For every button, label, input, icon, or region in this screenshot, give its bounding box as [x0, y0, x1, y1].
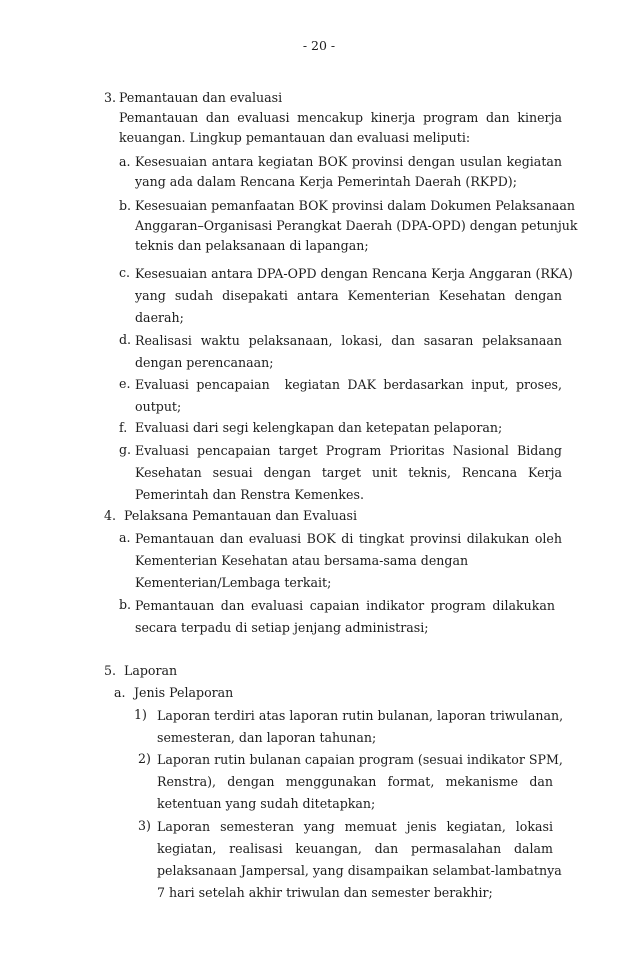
item-marker: c.	[119, 265, 131, 280]
item-line: Kesesuaian antara kegiatan BOK provinsi dengan usulan kegiatan	[135, 154, 562, 169]
item-line: Anggaran–Organisasi Perangkat Daerah (DPA-OPD) dengan petunjuk	[135, 218, 578, 233]
item-marker: g.	[119, 442, 132, 457]
item-marker: e.	[119, 376, 131, 391]
item-line: Evaluasi pencapaian kegiatan DAK berdasarkan input, proses,	[135, 377, 562, 392]
item-marker: 2)	[138, 751, 151, 766]
section-3-item-c	[135, 263, 573, 329]
section-3-intro-line: keuangan. Lingkup pemantauan dan evaluasi meliputi:	[119, 130, 471, 145]
item-line: Laporan semesteran yang memuat jenis kegiatan, lokasi	[157, 819, 553, 834]
section-5-item-1	[157, 705, 564, 749]
item-line: Realisasi waktu pelaksanaan, lokasi, dan sasaran pelaksanaan	[135, 333, 562, 348]
item-marker: b.	[119, 198, 132, 213]
item-line: kegiatan, realisasi keuangan, dan permasalahan dalam	[157, 841, 553, 856]
item-marker: b.	[119, 597, 132, 612]
subsection-title: Jenis Pelaporan	[134, 685, 234, 700]
item-marker: d.	[119, 332, 132, 347]
item-line: yang ada dalam Rencana Kerja Pemerintah Daerah (RKPD);	[135, 174, 517, 189]
item-line: semesteran, dan laporan tahunan;	[157, 730, 377, 745]
item-marker: a.	[119, 530, 131, 545]
section-4-number: 4.	[104, 508, 117, 523]
item-line: ketentuan yang sudah ditetapkan;	[157, 796, 376, 811]
section-4-title: Pelaksana Pemantauan dan Evaluasi	[124, 508, 357, 523]
item-line: Kesesuaian pemanfaatan BOK provinsi dalam Dokumen Pelaksanaan	[135, 198, 575, 213]
item-line: Kesesuaian antara DPA-OPD dengan Rencana Kerja Anggaran (RKA)	[135, 266, 573, 281]
item-line: secara terpadu di setiap jenjang administrasi;	[135, 620, 429, 635]
section-5-item-2	[157, 749, 563, 815]
section-4-item-b	[135, 595, 555, 639]
item-line: daerah;	[135, 310, 184, 325]
section-3-item-b	[135, 196, 578, 256]
section-3-item-g	[135, 440, 562, 506]
section-3-item-d	[135, 330, 562, 374]
section-4-item-a	[135, 528, 562, 594]
page-number: - 20 -	[302, 38, 336, 53]
section-3-intro	[119, 108, 562, 148]
section-3-item-f	[135, 418, 562, 438]
item-line: Pemantauan dan evaluasi capaian indikator program dilakukan	[135, 598, 555, 613]
item-line: output;	[135, 399, 182, 414]
item-line: Kementerian/Lembaga terkait;	[135, 575, 332, 590]
item-line: Evaluasi dari segi kelengkapan dan ketepatan pelaporan;	[135, 420, 503, 435]
item-marker: a.	[119, 154, 131, 169]
section-3-item-e	[135, 374, 562, 418]
item-line: teknis dan pelaksanaan di lapangan;	[135, 238, 369, 253]
item-line: Renstra), dengan menggunakan format, mekanisme dan	[157, 774, 553, 789]
section-5-title: Laporan	[124, 663, 178, 678]
item-line: Kesehatan sesuai dengan target unit teknis, Rencana Kerja	[135, 465, 562, 480]
subsection-marker: a.	[114, 685, 126, 700]
item-line: dengan perencanaan;	[135, 355, 274, 370]
item-line: Laporan rutin bulanan capaian program (sesuai indikator SPM,	[157, 752, 563, 767]
item-marker: 3)	[138, 818, 151, 833]
item-line: Pemerintah dan Renstra Kemenkes.	[135, 487, 364, 502]
item-marker: f.	[119, 420, 128, 435]
item-line: Laporan terdiri atas laporan rutin bulanan, laporan triwulanan,	[157, 708, 564, 723]
item-line: 7 hari setelah akhir triwulan dan semester berakhir;	[157, 885, 493, 900]
item-line: Evaluasi pencapaian target Program Prioritas Nasional Bidang	[135, 443, 562, 458]
item-line: Kementerian Kesehatan atau bersama-sama dengan	[135, 553, 469, 568]
section-3-title: Pemantauan dan evaluasi	[119, 90, 283, 105]
section-5-number: 5.	[104, 663, 117, 678]
section-3-intro-line: Pemantauan dan evaluasi mencakup kinerja program dan kinerja	[119, 110, 562, 125]
item-line: pelaksanaan Jampersal, yang disampaikan selambat-lambatnya	[157, 863, 562, 878]
item-marker: 1)	[134, 707, 147, 722]
section-3-number: 3.	[104, 90, 117, 105]
item-line: Pemantauan dan evaluasi BOK di tingkat provinsi dilakukan oleh	[135, 531, 562, 546]
item-line: yang sudah disepakati antara Kementerian Kesehatan dengan	[135, 288, 562, 303]
section-5-item-3	[157, 816, 562, 904]
section-3-item-a	[135, 152, 562, 192]
